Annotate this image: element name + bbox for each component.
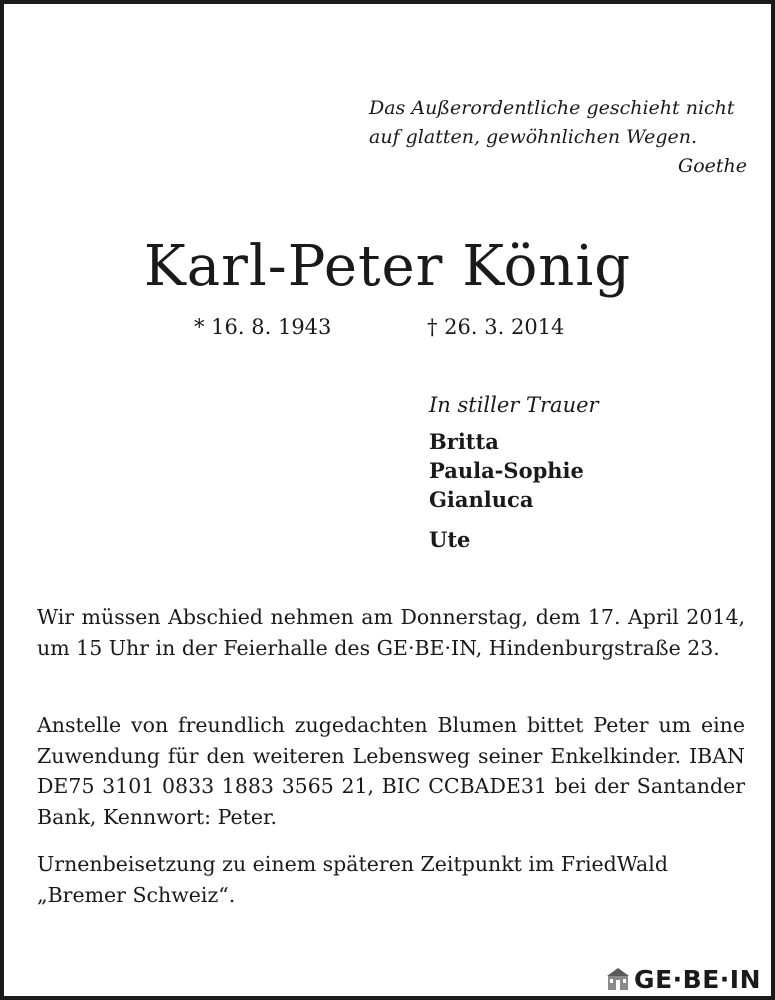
- building-icon: [606, 967, 630, 991]
- birth-date: * 16. 8. 1943: [194, 315, 332, 339]
- mourner-name: Paula-Sophie: [429, 458, 584, 483]
- mourners-list: [429, 427, 584, 554]
- death-date: † 26. 3. 2014: [427, 315, 565, 339]
- gebein-logo: [606, 964, 761, 994]
- quote-line-1: Das Außerordentliche geschieht nicht: [369, 97, 735, 119]
- mourner-name: Britta: [429, 429, 499, 454]
- farewell-paragraph: Wir müssen Abschied nehmen am Donnerstag, dem 17. April 2014, um 15 Uhr in der Feierhalle des GE·BE·IN, Hindenburgstraße 23.: [37, 605, 745, 660]
- mourning-intro: In stiller Trauer: [429, 393, 599, 417]
- donation-paragraph: Anstelle von freundlich zugedachten Blumen bittet Peter um eine Zuwendung für den weiteren Lebensweg seiner Enkelkinder. IBAN DE75 3101 0833 1883 3565 21, BIC CCBADE31 bei der Santander Bank, Kennwort: Peter.: [37, 713, 745, 829]
- quote-author: Goethe: [678, 155, 747, 177]
- quote-line-2: auf glatten, gewöhnlichen Wegen.: [369, 126, 698, 148]
- goethe-quote: [369, 94, 747, 181]
- burial-paragraph: Urnenbeisetzung zu einem späteren Zeitpunkt im FriedWald „Bremer Schweiz“.: [37, 852, 668, 907]
- mourner-name: Ute: [429, 527, 471, 552]
- mourner-name: Gianluca: [429, 487, 534, 512]
- logo-text: GE·BE·IN: [634, 964, 761, 994]
- deceased-name: Karl-Peter König: [143, 234, 632, 299]
